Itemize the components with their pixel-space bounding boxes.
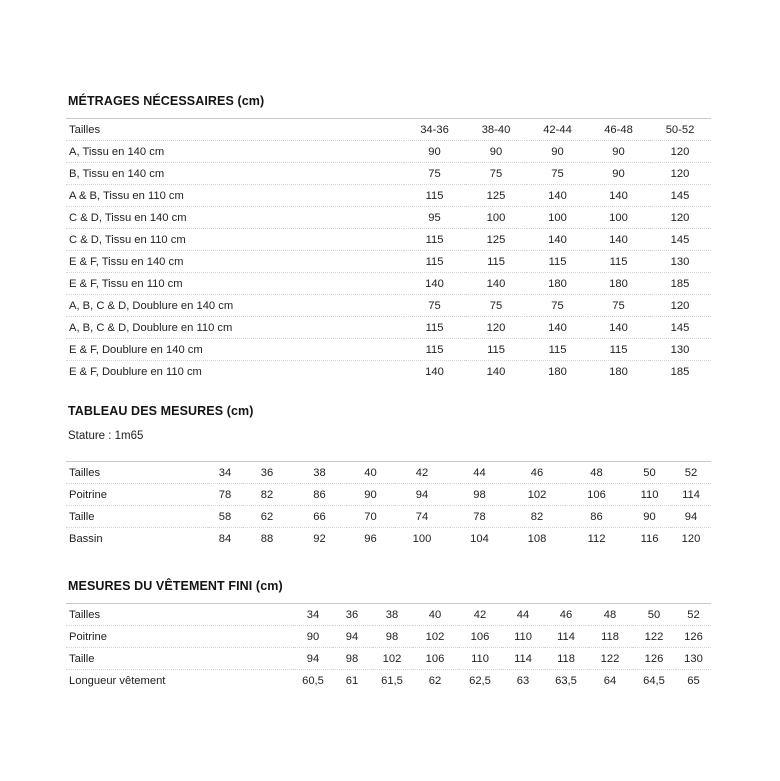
mesures-row: [66, 484, 711, 506]
metrages-row: [66, 163, 711, 185]
fini-header-row: [66, 604, 711, 626]
value-cell: 58: [208, 506, 242, 528]
value-cell: 64,5: [643, 674, 665, 687]
value-cell: 126: [676, 626, 711, 648]
fini-title: MESURES DU VÊTEMENT FINI (cm): [68, 579, 283, 593]
size-header: 34-36: [404, 119, 465, 141]
size-header: 46-48: [588, 119, 649, 141]
row-label: C & D, Tissu en 110 cm: [66, 229, 404, 251]
value-cell: 66: [292, 506, 347, 528]
fini-row: [66, 648, 711, 670]
row-label: Taille: [66, 648, 294, 670]
value-cell: 145: [649, 229, 711, 251]
value-cell: 180: [548, 365, 567, 378]
value-cell: 98: [372, 626, 412, 648]
value-cell: 63: [516, 674, 530, 687]
row-label: Tailles: [66, 462, 208, 484]
value-cell: 145: [649, 317, 711, 339]
row-label: E & F, Tissu en 140 cm: [66, 251, 404, 273]
size-header: 48: [588, 604, 632, 626]
value-cell: 140: [527, 229, 588, 251]
metrages-title: MÉTRAGES NÉCESSAIRES (cm): [68, 94, 265, 108]
metrages-row: [66, 185, 711, 207]
value-cell: 84: [218, 532, 232, 545]
value-cell: 78: [208, 484, 242, 506]
value-cell: 122: [632, 626, 676, 648]
value-cell: 120: [649, 295, 711, 317]
fini-body: [66, 604, 711, 691]
value-cell: 102: [412, 626, 458, 648]
metrages-header-row: [66, 119, 711, 141]
value-cell: 115: [588, 339, 649, 361]
value-cell: 140: [527, 317, 588, 339]
size-header: 50-52: [649, 119, 711, 141]
value-cell: 75: [465, 295, 527, 317]
row-label: Tailles: [66, 119, 404, 141]
row-label: A, B, C & D, Doublure en 140 cm: [66, 295, 404, 317]
value-cell: 118: [588, 626, 632, 648]
value-cell: 90: [465, 141, 527, 163]
size-header: 40: [347, 462, 394, 484]
value-cell: 185: [649, 273, 711, 295]
value-cell: 108: [527, 532, 547, 545]
size-header: 52: [671, 462, 711, 484]
value-cell: 140: [465, 273, 527, 295]
row-label: B, Tissu en 140 cm: [66, 163, 404, 185]
value-cell: 126: [632, 648, 676, 670]
value-cell: 62: [428, 674, 442, 687]
stature-note: Stature : 1m65: [68, 430, 144, 442]
value-cell: 106: [458, 626, 502, 648]
value-cell: 75: [588, 295, 649, 317]
value-cell: 90: [347, 484, 394, 506]
value-cell: 180: [588, 273, 649, 295]
value-cell: 125: [465, 185, 527, 207]
value-cell: 70: [347, 506, 394, 528]
value-cell: 114: [544, 626, 588, 648]
value-cell: 95: [404, 207, 465, 229]
value-cell: 106: [565, 484, 628, 506]
value-cell: 90: [588, 141, 649, 163]
row-label: Tailles: [66, 604, 294, 626]
metrages-table: [66, 119, 711, 382]
value-cell: 115: [527, 251, 588, 273]
size-header: 44: [502, 604, 544, 626]
value-cell: 64: [603, 674, 617, 687]
value-cell: 98: [450, 484, 509, 506]
size-header: 38: [372, 604, 412, 626]
value-cell: 62: [242, 506, 292, 528]
value-cell: 100: [465, 207, 527, 229]
value-cell: 94: [294, 648, 332, 670]
value-cell: 94: [394, 484, 450, 506]
size-header: 46: [509, 462, 565, 484]
row-label: Longueur vêtement: [69, 674, 166, 687]
size-header: 34: [208, 462, 242, 484]
row-label: Taille: [66, 506, 208, 528]
value-cell: 102: [509, 484, 565, 506]
value-cell: 102: [372, 648, 412, 670]
metrages-row: [66, 251, 711, 273]
value-cell: 180: [609, 365, 628, 378]
fini-row: [66, 626, 711, 648]
value-cell: 100: [527, 207, 588, 229]
value-cell: 115: [404, 339, 465, 361]
metrages-row: [66, 207, 711, 229]
size-header: 42-44: [527, 119, 588, 141]
value-cell: 120: [681, 532, 701, 545]
value-cell: 140: [588, 317, 649, 339]
metrages-row: [66, 273, 711, 295]
size-header: 38: [292, 462, 347, 484]
value-cell: 110: [502, 626, 544, 648]
value-cell: 90: [628, 506, 671, 528]
size-header: 40: [412, 604, 458, 626]
size-header: 36: [332, 604, 372, 626]
value-cell: 86: [565, 506, 628, 528]
size-header: 38-40: [465, 119, 527, 141]
metrages-row: [66, 339, 711, 361]
value-cell: 110: [628, 484, 671, 506]
row-label: Poitrine: [66, 484, 208, 506]
value-cell: 114: [502, 648, 544, 670]
value-cell: 140: [404, 273, 465, 295]
value-cell: 106: [412, 648, 458, 670]
metrages-row: [66, 229, 711, 251]
value-cell: 75: [404, 163, 465, 185]
value-cell: 82: [242, 484, 292, 506]
value-cell: 130: [676, 648, 711, 670]
fini-row: [66, 670, 711, 692]
value-cell: 82: [509, 506, 565, 528]
value-cell: 125: [465, 229, 527, 251]
value-cell: 74: [394, 506, 450, 528]
mesures-row: [66, 506, 711, 528]
value-cell: 63,5: [555, 674, 577, 687]
value-cell: 140: [425, 365, 444, 378]
value-cell: 115: [465, 339, 527, 361]
value-cell: 86: [292, 484, 347, 506]
value-cell: 75: [465, 163, 527, 185]
value-cell: 130: [649, 251, 711, 273]
metrages-row: [66, 317, 711, 339]
value-cell: 114: [671, 484, 711, 506]
mesures-title: TABLEAU DES MESURES (cm): [68, 404, 254, 418]
row-label: E & F, Doublure en 140 cm: [66, 339, 404, 361]
metrages-row: [66, 295, 711, 317]
value-cell: 61,5: [381, 674, 403, 687]
row-label: A, B, C & D, Doublure en 110 cm: [66, 317, 404, 339]
value-cell: 90: [588, 163, 649, 185]
value-cell: 75: [404, 295, 465, 317]
value-cell: 115: [404, 185, 465, 207]
row-label: Poitrine: [66, 626, 294, 648]
mesures-row: [66, 528, 711, 550]
value-cell: 120: [649, 207, 711, 229]
mesures-header-row: [66, 462, 711, 484]
value-cell: 120: [649, 163, 711, 185]
value-cell: 140: [486, 365, 506, 378]
row-label: A & B, Tissu en 110 cm: [66, 185, 404, 207]
value-cell: 116: [640, 532, 659, 545]
size-header: 36: [242, 462, 292, 484]
value-cell: 180: [527, 273, 588, 295]
size-header: 46: [544, 604, 588, 626]
fini-table: [66, 604, 711, 691]
size-header: 34: [294, 604, 332, 626]
value-cell: 100: [412, 532, 432, 545]
value-cell: 120: [465, 317, 527, 339]
size-header: 42: [458, 604, 502, 626]
row-label: C & D, Tissu en 140 cm: [66, 207, 404, 229]
value-cell: 115: [404, 229, 465, 251]
value-cell: 88: [260, 532, 274, 545]
value-cell: 115: [404, 251, 465, 273]
value-cell: 94: [671, 506, 711, 528]
value-cell: 94: [332, 626, 372, 648]
metrages-row: [66, 361, 711, 383]
value-cell: 122: [588, 648, 632, 670]
value-cell: 75: [527, 163, 588, 185]
value-cell: 61: [345, 674, 359, 687]
value-cell: 60,5: [302, 674, 324, 687]
value-cell: 78: [450, 506, 509, 528]
size-header: 42: [394, 462, 450, 484]
value-cell: 62,5: [469, 674, 491, 687]
value-cell: 104: [470, 532, 489, 545]
metrages-row: [66, 141, 711, 163]
value-cell: 120: [649, 141, 711, 163]
value-cell: 140: [527, 185, 588, 207]
value-cell: 90: [527, 141, 588, 163]
value-cell: 92: [313, 532, 326, 545]
size-header: 44: [450, 462, 509, 484]
size-header: 50: [628, 462, 671, 484]
size-header: 52: [676, 604, 711, 626]
mesures-table: [66, 462, 711, 549]
value-cell: 130: [649, 339, 711, 361]
value-cell: 90: [294, 626, 332, 648]
mesures-body: [66, 462, 711, 549]
value-cell: 118: [544, 648, 588, 670]
row-label: Bassin: [69, 532, 103, 545]
value-cell: 185: [670, 365, 690, 378]
row-label: E & F, Tissu en 110 cm: [66, 273, 404, 295]
value-cell: 112: [587, 532, 606, 545]
value-cell: 65: [687, 674, 700, 687]
metrages-body: [66, 119, 711, 382]
value-cell: 145: [649, 185, 711, 207]
row-label: E & F, Doublure en 110 cm: [69, 365, 202, 378]
size-header: 48: [565, 462, 628, 484]
size-header: 50: [632, 604, 676, 626]
value-cell: 96: [364, 532, 377, 545]
value-cell: 75: [527, 295, 588, 317]
row-label: A, Tissu en 140 cm: [66, 141, 404, 163]
value-cell: 115: [465, 251, 527, 273]
value-cell: 115: [404, 317, 465, 339]
value-cell: 115: [527, 339, 588, 361]
value-cell: 140: [588, 229, 649, 251]
value-cell: 115: [588, 251, 649, 273]
value-cell: 98: [332, 648, 372, 670]
value-cell: 110: [458, 648, 502, 670]
value-cell: 100: [588, 207, 649, 229]
value-cell: 140: [588, 185, 649, 207]
value-cell: 90: [404, 141, 465, 163]
